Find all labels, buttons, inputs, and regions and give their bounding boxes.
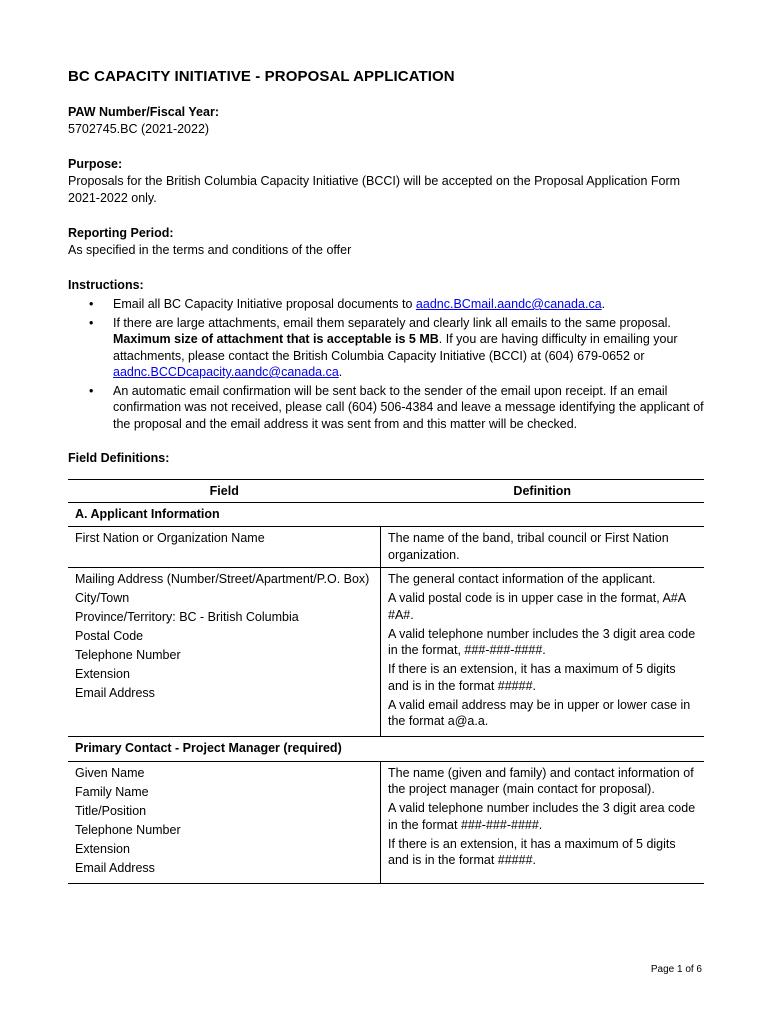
paw-value: 5702745.BC (2021-2022): [68, 122, 210, 136]
instruction-2-text: If there are large attachments, email them separately and clearly link all emails to the same proposal.: [113, 315, 671, 330]
table-row: [68, 568, 704, 737]
field-line: Extension: [75, 841, 130, 856]
field-line: Postal Code: [75, 629, 144, 643]
reporting-label: Reporting Period:: [68, 226, 174, 240]
field-line: Title/Position: [75, 803, 147, 818]
page-title: BC CAPACITY INITIATIVE - PROPOSAL APPLICATION: [68, 68, 455, 85]
table-header-row: [68, 480, 704, 503]
paw-label: PAW Number/Fiscal Year:: [68, 105, 219, 119]
field-line: Province/Territory: BC - British Columbia: [75, 610, 299, 624]
field-line: Telephone Number: [75, 822, 181, 837]
instructions-label: Instructions:: [68, 278, 144, 292]
header-definition: Definition: [381, 480, 705, 503]
field-line: Mailing Address (Number/Street/Apartment/P.O. Box): [75, 572, 370, 586]
reporting-section: [68, 225, 704, 259]
row3-fields: [68, 761, 381, 883]
definition-line: A valid telephone number includes the 3 digit area code in the format, ###-###-####.: [388, 626, 696, 657]
field-line: Extension: [75, 667, 130, 681]
definition-line: The name (given and family) and contact information of the project manager (main contact for proposal).: [388, 765, 694, 796]
field-definitions-table: [68, 479, 704, 884]
field-line: Family Name: [75, 784, 149, 799]
instruction-1-text: Email all BC Capacity Initiative proposal documents to: [113, 297, 416, 311]
header-field: Field: [68, 480, 381, 503]
instructions-list: [68, 296, 704, 432]
definition-line: If there is an extension, it has a maximum of 5 digits and is in the format #####.: [388, 662, 676, 693]
table-row: [68, 527, 704, 568]
definition-line: If there is an extension, it has a maximum of 5 digits and is in the format #####.: [388, 836, 676, 867]
capacity-email-link[interactable]: aadnc.BCCDcapacity.aandc@canada.ca: [113, 365, 339, 379]
field-line: Given Name: [75, 765, 145, 780]
instruction-1-end: .: [601, 297, 606, 311]
instruction-item-2: [113, 315, 704, 381]
instruction-2-end: .: [338, 365, 343, 379]
instruction-2-mid: . If you are having difficulty in emailing your attachments, please contact the British Columbia Capacity Initiative (BCCI) at (604) 679-0652 or: [113, 332, 678, 363]
definition-line: The general contact information of the applicant.: [388, 572, 656, 586]
definition-line: A valid email address may be in upper or lower case in the format a@a.a.: [388, 697, 691, 728]
document-page: [68, 68, 704, 884]
reporting-text: As specified in the terms and conditions of the offer: [68, 243, 352, 257]
field-line: Email Address: [75, 860, 155, 875]
purpose-label: Purpose:: [68, 157, 123, 171]
row2-definitions: [381, 568, 705, 737]
definition-line: A valid telephone number includes the 3 digit area code in the format ###-###-####.: [388, 801, 696, 832]
row3-definitions: [381, 761, 705, 883]
group-primary-contact: Primary Contact - Project Manager (required): [68, 737, 704, 762]
field-line: Email Address: [75, 686, 155, 700]
row1-field: First Nation or Organization Name: [68, 527, 381, 568]
row2-fields: [68, 568, 381, 737]
purpose-text: Proposals for the British Columbia Capacity Initiative (BCCI) will be accepted on the Proposal Application Form 2021-2022 only.: [68, 174, 681, 205]
instruction-item-3: • An automatic email confirmation will be sent back to the sender of the email upon receipt. If an email confirmation was not received, please call (604) 506-4384 and leave a message identifying the applicant of the proposal and the email address it was sent from and this matter will be checked.: [113, 383, 704, 433]
field-line: City/Town: [75, 591, 130, 605]
purpose-section: [68, 156, 704, 207]
instruction-2-bold: Maximum size of attachment that is acceptable is 5 MB: [113, 332, 439, 346]
paw-section: [68, 104, 704, 138]
group-applicant-info: A. Applicant Information: [68, 502, 704, 527]
row1-definition: The name of the band, tribal council or First Nation organization.: [381, 527, 705, 568]
group-row-primary-contact: [68, 737, 704, 762]
definition-line: A valid postal code is in upper case in the format, A#A #A#.: [388, 591, 686, 622]
field-definitions-section: [68, 450, 704, 467]
page-number: Page 1 of 6: [650, 964, 702, 975]
group-row-applicant: [68, 502, 704, 527]
instruction-item-1: [113, 296, 704, 313]
field-line: Telephone Number: [75, 648, 181, 662]
table-row: [68, 761, 704, 883]
bcmail-email-link[interactable]: aadnc.BCmail.aandc@canada.ca: [415, 297, 602, 311]
field-definitions-label: Field Definitions:: [68, 451, 170, 465]
instructions-section: [68, 277, 704, 432]
